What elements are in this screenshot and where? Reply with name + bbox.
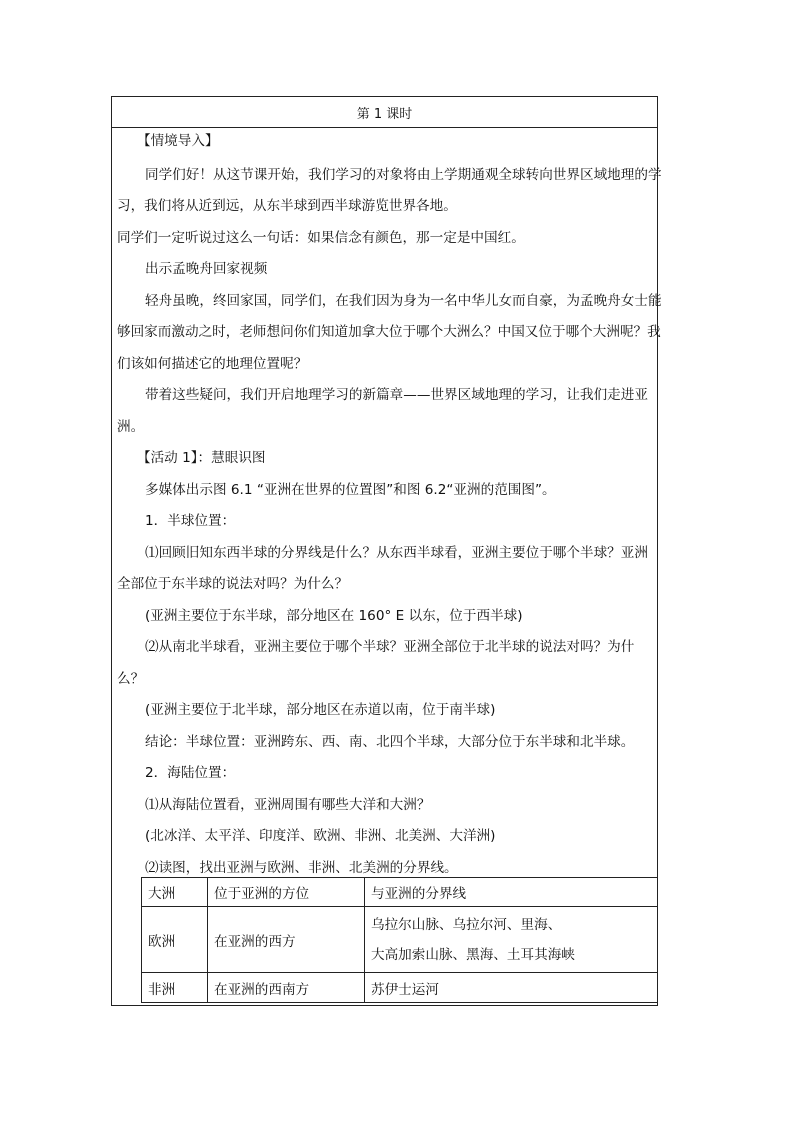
boundary-line: 乌拉尔山脉、乌拉尔河、里海、 [371, 916, 562, 933]
section-heading-intro: 【情境导入】 [137, 133, 219, 149]
table-header-cell: 位于亚洲的方位 [208, 878, 365, 907]
boundary-line: 大高加索山脉、黑海、土耳其海峡 [371, 946, 575, 963]
section-heading-activity: 【活动 1】：慧眼识图 [137, 450, 266, 466]
paragraph-line: 够回家而激动之时，老师想问你们知道加拿大位于哪个大洲么？中国又位于哪个大洲呢？我 [117, 324, 661, 340]
question-line: ⑴从海陆位置看，亚洲周围有哪些大洋和大洲？ [145, 797, 431, 813]
table-cell-continent: 欧洲 [142, 907, 208, 973]
lesson-title: 第 1 课时 [356, 107, 413, 122]
paragraph-line: 出示孟晚舟回家视频 [145, 261, 268, 277]
paragraph-line: 洲。 [117, 419, 145, 435]
question-line: ⑵从南北半球看，亚洲主要位于哪个半球？亚洲全部位于北半球的说法对吗？为什 [145, 639, 635, 655]
table-header-row [142, 878, 658, 907]
conclusion-line: 结论：半球位置：亚洲跨东、西、南、北四个半球，大部分位于东半球和北半球。 [145, 734, 635, 750]
title-divider [112, 127, 657, 128]
paragraph-line: 习，我们将从近到远，从东半球到西半球游览世界各地。 [117, 198, 457, 214]
paragraph-line: 多媒体出示图 6.1 “亚洲在世界的位置图”和图 6.2“亚洲的范围图”。 [145, 482, 556, 498]
table-row [142, 907, 658, 973]
question-line: 么？ [117, 671, 145, 687]
paragraph-line: 轻舟虽晚，终回家国，同学们，在我们因为身为一名中华儿女而自豪，为孟晚舟女士能 [145, 293, 662, 309]
question-line: ⑴回顾旧知东西半球的分界线是什么？从东西半球看，亚洲主要位于哪个半球？亚洲 [145, 545, 648, 561]
question-line: ⑵读图，找出亚洲与欧洲、非洲、北美洲的分界线。 [145, 860, 458, 876]
table-cell-direction: 在亚洲的西南方 [208, 973, 365, 1003]
table-header-cell: 与亚洲的分界线 [365, 878, 658, 907]
table-row [142, 973, 658, 1003]
paragraph-line: 们该如何描述它的地理位置呢？ [117, 356, 308, 372]
table-cell-boundary: 苏伊士运河 [365, 973, 658, 1003]
paragraph-line: 同学们一定听说过这么一句话：如果信念有颜色，那一定是中国红。 [117, 230, 525, 246]
table-cell-direction: 在亚洲的西方 [208, 907, 365, 973]
table-cell-continent: 非洲 [142, 973, 208, 1003]
subheading-sea-land: 2．海陆位置： [145, 765, 236, 781]
table-header-cell: 大洲 [142, 878, 208, 907]
answer-line: (北冰洋、太平洋、印度洋、欧洲、非洲、北美洲、大洋洲) [145, 828, 496, 844]
boundary-table [141, 877, 658, 1003]
paragraph-line: 带着这些疑问，我们开启地理学习的新篇章——世界区域地理的学习，让我们走进亚 [145, 387, 648, 403]
answer-line: (亚洲主要位于北半球，部分地区在赤道以南，位于南半球) [145, 702, 496, 718]
subheading-hemisphere: 1．半球位置： [145, 513, 236, 529]
paragraph-line: 同学们好！从这节课开始，我们学习的对象将由上学期通观全球转向世界区域地理的学 [145, 167, 662, 183]
table-cell-boundary [365, 907, 658, 973]
answer-line: (亚洲主要位于东半球，部分地区在 160° E 以东，位于西半球) [145, 608, 523, 624]
question-line: 全部位于东半球的说法对吗？为什么？ [117, 576, 349, 592]
